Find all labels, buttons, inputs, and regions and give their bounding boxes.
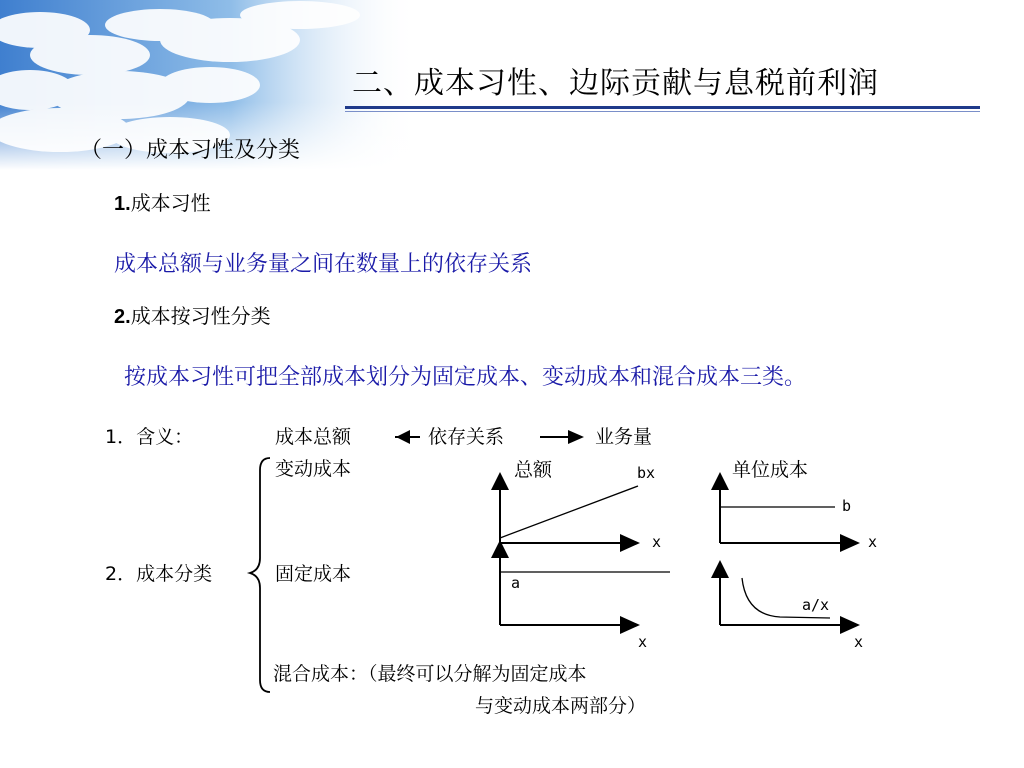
title-area [0,0,1024,130]
item-2-heading [114,300,271,329]
chart3-x-arrow [620,616,640,634]
chart2-b-label: b [842,497,852,515]
title-underline-thin [345,111,980,112]
classification-brace [250,458,270,692]
chart3-a-label: a [511,574,521,592]
mixed-cost-label-line2: 与变动成本两部分） [475,695,647,717]
meaning-right: 业务量 [595,426,653,448]
chart2-y-label: 单位成本 [732,459,809,481]
chart2-x-arrow [840,534,860,552]
section-heading: （一）成本习性及分类 [80,138,301,163]
chart1-x-label: x [652,533,662,551]
chart4-x-label: x [854,633,864,651]
chart-total-fixed [491,540,670,651]
item-1-definition: 成本总额与业务量之间在数量上的依存关系 [114,252,533,277]
chart4-x-arrow [840,616,860,634]
cost-behavior-diagram [90,410,1010,730]
chart1-y-arrow [491,472,509,490]
classification-label: 2．成本分类 [105,563,213,585]
slide-title: 二、成本习性、边际贡献与息税前利润 [352,66,879,101]
meaning-mid: 依存关系 [428,426,505,448]
title-underline [345,106,980,109]
meaning-label: 1．含义： [105,426,194,448]
arrow-right-head [568,430,584,444]
mixed-cost-label: 混合成本：（最终可以分解为固定成本 [273,663,587,685]
item-2-label: 成本按习性分类 [130,304,271,328]
item-2-definition: 按成本习性可把全部成本划分为固定成本、变动成本和混合成本三类。 [124,365,807,390]
item-1-number: 1. [114,193,131,215]
arrow-left-head [396,430,410,444]
fixed-cost-label: 固定成本 [275,563,352,585]
chart1-bx-label: bx [637,464,656,482]
item-1-label: 成本习性 [130,191,211,215]
item-2-number: 2. [114,306,131,328]
chart1-y-label: 总额 [514,459,553,481]
meaning-left: 成本总额 [275,426,352,448]
chart2-y-arrow [711,472,729,490]
variable-cost-label: 变动成本 [275,458,352,480]
chart3-x-label: x [638,633,648,651]
item-1-heading [114,187,211,216]
chart4-ax-label: a/x [802,596,830,614]
chart-unit-fixed [711,560,863,651]
chart1-bx-line [500,486,638,538]
chart-total-variable [491,459,661,552]
chart2-x-label: x [868,533,878,551]
chart1-x-arrow [620,534,640,552]
chart-unit-variable [711,459,877,552]
chart4-y-arrow [711,560,729,578]
